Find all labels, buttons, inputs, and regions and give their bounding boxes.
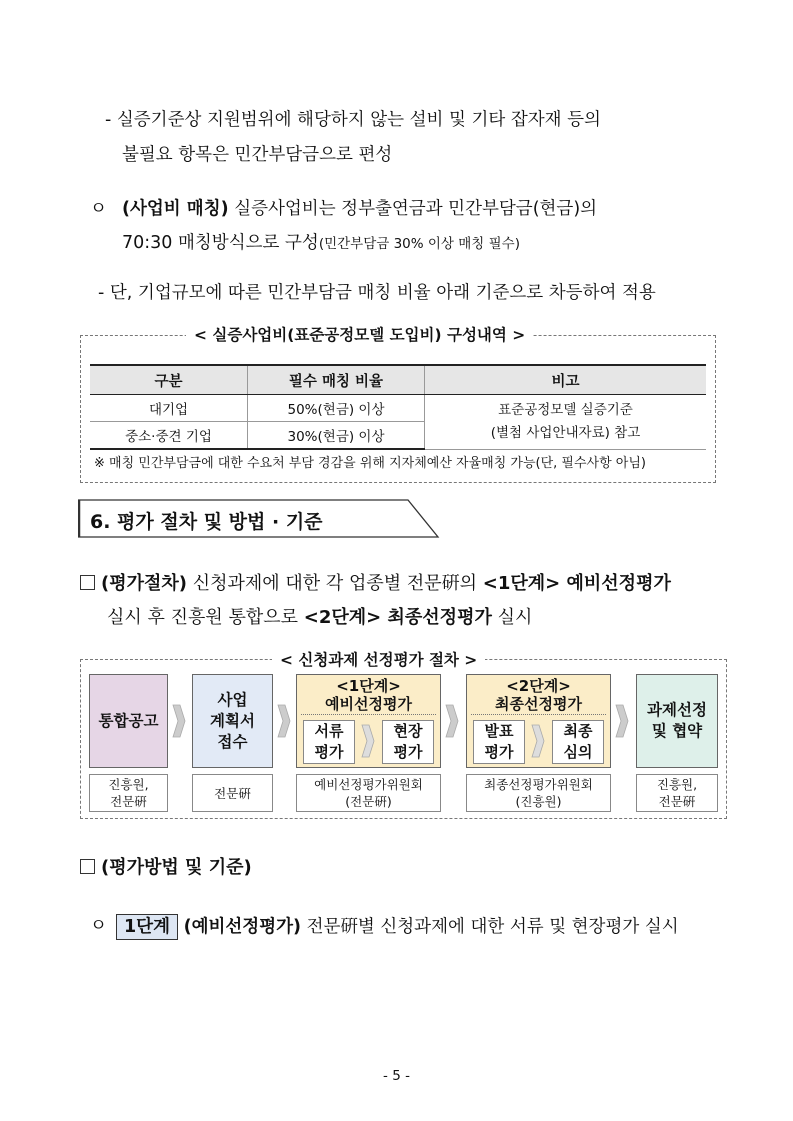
resp-plan-receipt bbox=[192, 774, 273, 812]
flow-arrow-icon bbox=[172, 701, 186, 741]
method-heading: (평가방법 및 기준) bbox=[101, 857, 252, 878]
stage1-subtitle: 예비선정평가 bbox=[325, 695, 412, 713]
stage1-box bbox=[296, 674, 441, 768]
procedure-heading: (평가절차) bbox=[101, 573, 188, 594]
step-selection-line2: 및 협약 bbox=[651, 722, 703, 740]
resp-selection bbox=[636, 774, 718, 812]
resp-stage2-line2: (진흥원) bbox=[515, 794, 562, 809]
resp-stage2 bbox=[466, 774, 611, 812]
bullet-stage1: ㅇ bbox=[90, 916, 107, 936]
doc-review-line2: 평가 bbox=[314, 743, 344, 761]
step-selection-agreement bbox=[636, 674, 718, 768]
stage1-para bbox=[116, 914, 679, 940]
square-bullet-icon bbox=[80, 575, 95, 590]
resp-selection-line2: 전문硏 bbox=[658, 794, 696, 809]
step-announcement-label: 통합공고 bbox=[98, 711, 159, 730]
resp-plan-label: 전문硏 bbox=[214, 785, 251, 801]
para-matching-line2 bbox=[122, 231, 520, 256]
procedure-line1 bbox=[80, 572, 671, 596]
stage1-title: <1단계> bbox=[336, 677, 401, 695]
procedure-line2 bbox=[107, 606, 532, 630]
method-heading-line bbox=[80, 856, 252, 880]
doc-review-line1: 서류 bbox=[314, 722, 344, 740]
doc-review bbox=[303, 720, 355, 764]
site-review bbox=[382, 720, 434, 764]
stage1-badge: 1단계 bbox=[116, 914, 178, 940]
flow-arrow-icon bbox=[361, 721, 375, 761]
para-unsupported-line1: - 실증기준상 지원범위에 해당하지 않는 설비 및 기타 잡자재 등의 bbox=[105, 110, 601, 130]
matching-text: 실증사업비는 정부출연금과 민간부담금(현금)의 bbox=[228, 199, 598, 219]
stage2-divider bbox=[471, 714, 606, 715]
para-matching-line1 bbox=[122, 197, 597, 221]
row-ratio: 50%(현금) 이상 bbox=[248, 395, 425, 422]
para-unsupported-line2: 불필요 항목은 민간부담금으로 편성 bbox=[122, 145, 393, 165]
final-line1: 최종 bbox=[563, 722, 593, 740]
presentation-line1: 발표 bbox=[484, 722, 514, 740]
procedure-text2: 실시 후 진흥원 통합으로 bbox=[107, 607, 304, 628]
step-plan-receipt bbox=[192, 674, 273, 768]
site-review-line2: 평가 bbox=[393, 743, 423, 761]
flow-arrow-icon bbox=[531, 721, 545, 761]
matching-required-note: (민간부담금 30% 이상 매칭 필수) bbox=[318, 236, 520, 252]
table-header-row bbox=[90, 365, 706, 395]
page-number: - 5 - bbox=[383, 1068, 410, 1084]
header-type: 구분 bbox=[90, 365, 248, 395]
procedure-text: 신청과제에 대한 각 업종별 전문硏의 bbox=[187, 573, 483, 594]
stage2-subtitle: 최종선정평가 bbox=[495, 695, 582, 713]
step-announcement bbox=[89, 674, 168, 768]
matching-ratio-text: 70:30 매칭방식으로 구성 bbox=[122, 233, 319, 253]
flow-arrow-icon bbox=[615, 701, 629, 741]
header-remark: 비고 bbox=[425, 365, 707, 395]
remark-cell bbox=[425, 395, 707, 450]
resp-stage1-line1: 예비선정평가위원회 bbox=[314, 777, 423, 792]
resp-stage1-line2: (전문硏) bbox=[345, 794, 392, 809]
remark-line1: 표준공정모델 실증기준 bbox=[498, 401, 633, 418]
site-review-line1: 현장 bbox=[393, 722, 423, 740]
step-plan-line3: 접수 bbox=[217, 732, 248, 751]
resp-stage2-line1: 최종선정평가위원회 bbox=[484, 777, 593, 792]
stage1-para-heading: (예비선정평가) bbox=[183, 917, 302, 937]
section-title: 6. 평가 절차 및 방법 · 기준 bbox=[90, 511, 323, 533]
resp-announcement bbox=[89, 774, 168, 812]
stage1-divider bbox=[301, 714, 436, 715]
presentation-review bbox=[473, 720, 525, 764]
flow-arrow-icon bbox=[445, 701, 459, 741]
step-plan-line2: 계획서 bbox=[210, 711, 255, 730]
table-row bbox=[90, 395, 706, 422]
composition-table bbox=[90, 364, 706, 450]
row-ratio: 30%(현금) 이상 bbox=[248, 422, 425, 450]
composition-title: < 실증사업비(표준공정모델 도입비) 구성내역 > bbox=[186, 323, 533, 345]
row-type: 중소·중견 기업 bbox=[90, 422, 248, 450]
remark-line2: (별첨 사업안내자료) 참고 bbox=[490, 424, 641, 441]
header-ratio: 필수 매칭 비율 bbox=[248, 365, 425, 395]
flow-arrow-icon bbox=[277, 701, 291, 741]
final-deliberation bbox=[552, 720, 604, 764]
step-selection-line1: 과제선정 bbox=[647, 701, 707, 719]
resp-selection-line1: 진흥원, bbox=[656, 777, 698, 792]
square-bullet-icon bbox=[80, 859, 95, 874]
stage2-title: <2단계> bbox=[506, 677, 571, 695]
flow-title: < 신청과제 선정평가 절차 > bbox=[272, 648, 485, 670]
final-line2: 심의 bbox=[563, 743, 593, 761]
bullet-matching: ㅇ bbox=[90, 199, 107, 219]
resp-announcement-line1: 진흥원, bbox=[108, 777, 149, 792]
resp-announcement-line2: 전문硏 bbox=[110, 794, 147, 809]
composition-note: ※ 매칭 민간부담금에 대한 수요처 부담 경감을 위해 지자체예산 자율매칭 가능(단, 필수사항 아님) bbox=[94, 456, 646, 471]
procedure-stage2: <2단계> 최종선정평가 bbox=[303, 607, 492, 628]
step-plan-line1: 사업 bbox=[217, 690, 248, 709]
presentation-line2: 평가 bbox=[484, 743, 514, 761]
resp-stage1 bbox=[296, 774, 441, 812]
matching-heading: (사업비 매칭) bbox=[122, 199, 229, 219]
para-company-size: - 단, 기업규모에 따른 민간부담금 매칭 비율 아래 기준으로 차등하여 적용 bbox=[98, 283, 656, 303]
stage1-para-text: 전문硏별 신청과제에 대한 서류 및 현장평가 실시 bbox=[301, 917, 679, 937]
row-type: 대기업 bbox=[90, 395, 248, 422]
procedure-text3: 실시 bbox=[491, 607, 533, 628]
stage2-box bbox=[466, 674, 611, 768]
procedure-stage1: <1단계> 예비선정평가 bbox=[482, 573, 671, 594]
